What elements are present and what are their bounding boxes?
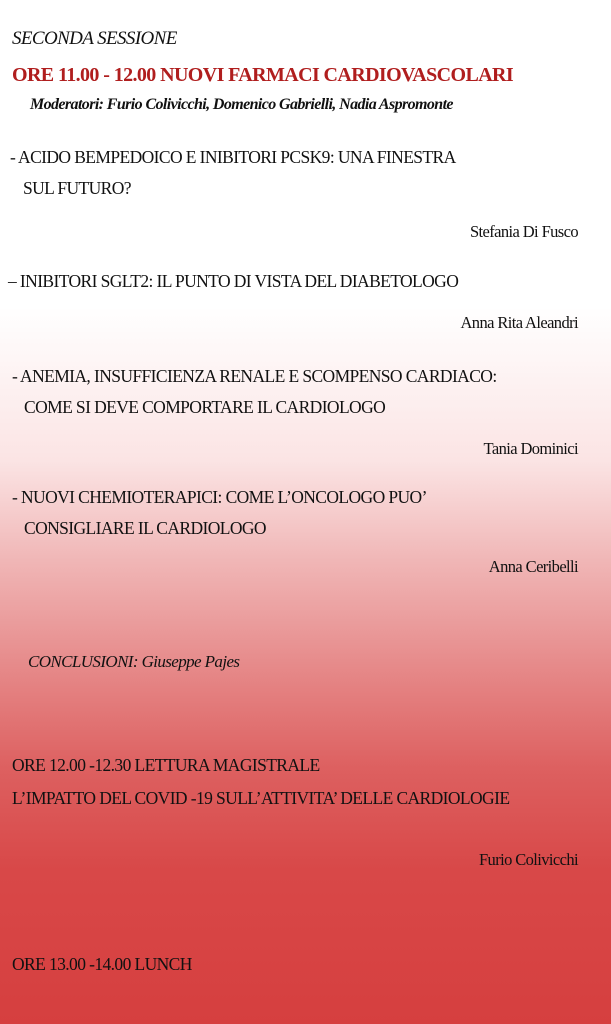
session-title: ORE 11.00 - 12.00 NUOVI FARMACI CARDIOVASCOLARI bbox=[12, 64, 514, 86]
talk-title-line: CONSIGLIARE IL CARDIOLOGO bbox=[24, 518, 266, 538]
lunch-time: ORE 13.00 -14.00 LUNCH bbox=[12, 954, 192, 974]
lecture-speaker: Furio Colivicchi bbox=[478, 850, 578, 869]
talk-title-line: COME SI DEVE COMPORTARE IL CARDIOLOGO bbox=[24, 397, 386, 417]
speaker-name: Tania Dominici bbox=[483, 439, 578, 458]
lecture-subtitle: L’IMPATTO DEL COVID -19 SULL’ATTIVITA’ DELLE CARDIOLOGIE bbox=[12, 788, 510, 808]
speaker-name: Anna Ceribelli bbox=[488, 557, 578, 576]
talk-title-line: - NUOVI CHEMIOTERAPICI: COME L’ONCOLOGO PUO’ bbox=[12, 487, 427, 507]
speaker-name: Stefania Di Fusco bbox=[469, 222, 578, 241]
talk-title bbox=[10, 142, 456, 204]
talk-title bbox=[12, 361, 497, 423]
talk-title-line: - ANEMIA, INSUFFICIENZA RENALE E SCOMPENSO CARDIACO: bbox=[12, 366, 497, 386]
talk-title bbox=[12, 482, 427, 544]
speaker-name: Anna Rita Aleandri bbox=[460, 313, 578, 332]
talk-title bbox=[8, 266, 458, 297]
conclusion: CONCLUSIONI: Giuseppe Pajes bbox=[28, 652, 240, 671]
talk-title-line: – INIBITORI SGLT2: IL PUNTO DI VISTA DEL DIABETOLOGO bbox=[8, 271, 459, 291]
talk-title-line: - ACIDO BEMPEDOICO E INIBITORI PCSK9: UNA FINESTRA bbox=[10, 147, 456, 167]
lecture-time-title: ORE 12.00 -12.30 LETTURA MAGISTRALE bbox=[12, 755, 320, 775]
session-label: SECONDA SESSIONE bbox=[12, 28, 177, 49]
moderators: Moderatori: Furio Colivicchi, Domenico Gabrielli, Nadia Aspromonte bbox=[30, 96, 453, 113]
talk-title-line: SUL FUTURO? bbox=[23, 178, 131, 198]
